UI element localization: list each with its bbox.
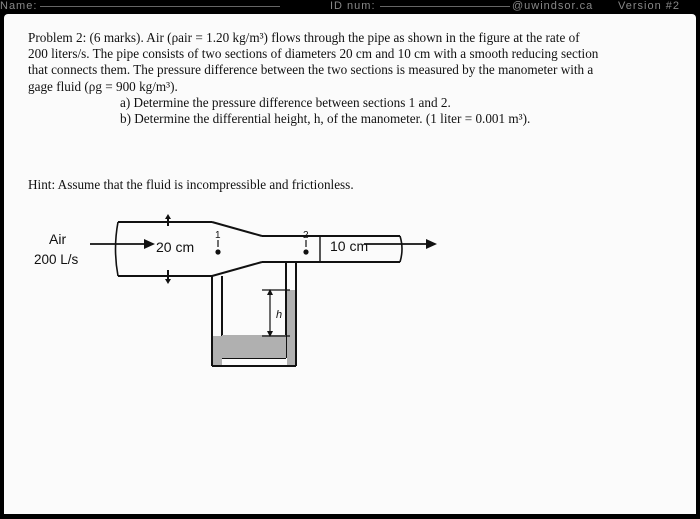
inlet-fluid-label: Air	[49, 231, 67, 247]
problem-line-2: 200 liters/s. The pipe consists of two sections of diameters 20 cm and 10 cm with a smooth reducing section	[28, 46, 599, 62]
problem-line-1: Problem 2: (6 marks). Air (ρair = 1.20 kg/m³) flows through the pipe as shown in the figure at the rate of	[28, 30, 580, 45]
gage-fluid-left	[213, 336, 222, 365]
gage-fluid-bottom	[222, 335, 286, 358]
height-label: h	[276, 309, 283, 321]
diameter-1-arrow-up	[165, 214, 171, 219]
header-id-fragment: ID num:	[330, 0, 376, 12]
problem-line-4: gage fluid (ρg = 900 kg/m³).	[28, 78, 178, 94]
header-name-fragment: Name:	[0, 0, 38, 12]
section-1-tap	[215, 249, 220, 254]
pipe-inlet-edge	[116, 222, 119, 276]
gage-fluid-right	[287, 290, 295, 365]
diameter-2-label: 10 cm	[330, 238, 369, 254]
problem-part-a: a) Determine the pressure difference between sections 1 and 2.	[120, 94, 451, 110]
hint-text: Hint: Assume that the fluid is incompressible and frictionless.	[28, 177, 354, 192]
outlet-flow-arrowhead	[426, 239, 437, 249]
inlet-flow-arrowhead	[144, 239, 155, 249]
problem-part-b: b) Determine the differential height, h, of the manometer. (1 liter = 0.001 m³).	[120, 111, 531, 127]
pipe-outlet-edge	[400, 236, 402, 262]
section-2-tap	[303, 249, 308, 254]
header-version-fragment: Version #2	[618, 0, 680, 12]
diameter-1-label: 20 cm	[156, 239, 195, 255]
section-2-label: 2	[303, 230, 309, 241]
problem-line-3: that connects them. The pressure difference between the two sections is measured by the manometer with a	[28, 62, 594, 78]
inlet-rate-label: 200 L/s	[34, 252, 79, 267]
reducer-bottom	[212, 262, 262, 276]
diameter-1-arrow-down	[165, 279, 171, 284]
header-email-fragment: @uwindsor.ca	[512, 0, 594, 12]
section-1-label: 1	[215, 230, 221, 241]
